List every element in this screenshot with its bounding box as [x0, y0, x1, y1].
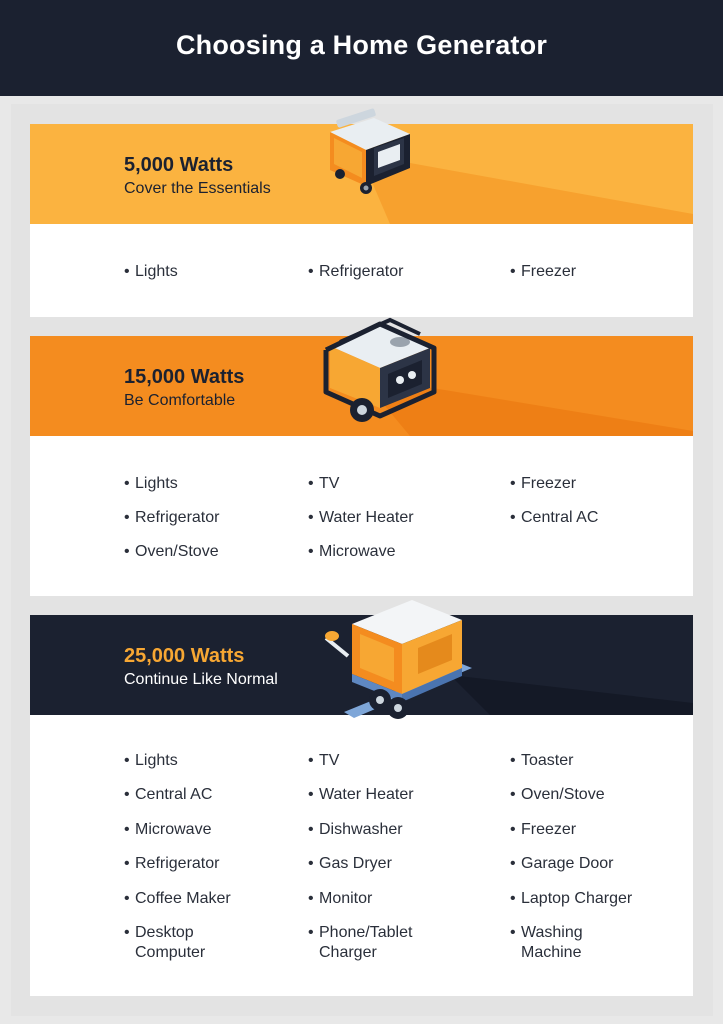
appliance-item — [308, 542, 469, 562]
portable-generator-icon — [322, 104, 417, 196]
bullet: • — [124, 475, 130, 492]
appliance-label: Refrigerator — [319, 263, 404, 280]
bullet: • — [124, 855, 130, 873]
appliance-item — [308, 751, 469, 771]
tier-subtitle: Cover the Essentials — [124, 180, 271, 197]
appliance-label: Phone/Tablet Charger — [319, 924, 413, 961]
bullet: • — [308, 924, 314, 941]
appliance-label: Lights — [135, 475, 178, 492]
appliance-item — [124, 542, 285, 562]
bullet: • — [308, 475, 314, 492]
bullet: • — [510, 786, 516, 804]
bullet: • — [510, 820, 516, 838]
bullet: • — [308, 889, 314, 907]
bullet: • — [124, 752, 130, 769]
appliance-item — [308, 262, 469, 282]
bullet: • — [308, 855, 314, 873]
appliance-item — [510, 751, 671, 771]
appliance-item — [308, 820, 469, 840]
appliance-item — [308, 508, 469, 528]
appliance-item — [124, 820, 285, 840]
tier-watts: 5,000 Watts — [124, 154, 234, 176]
bullet: • — [124, 263, 130, 280]
appliance-label: Central AC — [521, 509, 599, 526]
appliance-item — [308, 854, 469, 874]
bullet: • — [510, 509, 516, 526]
appliance-label: Oven/Stove — [521, 786, 605, 804]
appliance-label: TV — [319, 475, 340, 492]
appliance-label: Refrigerator — [135, 509, 220, 526]
bullet: • — [510, 475, 516, 492]
appliance-item — [510, 854, 671, 874]
bullet: • — [308, 509, 314, 526]
appliance-item — [124, 508, 285, 528]
appliance-item — [308, 923, 429, 963]
appliance-label: Microwave — [319, 543, 396, 560]
appliance-label: Freezer — [521, 263, 577, 280]
tier-watts: 15,000 Watts — [124, 366, 245, 388]
frame-generator-icon — [320, 312, 438, 426]
appliance-label: Refrigerator — [135, 855, 220, 873]
appliance-item — [510, 820, 671, 840]
appliance-label: Toaster — [521, 752, 574, 769]
bullet: • — [124, 889, 130, 907]
bullet: • — [124, 924, 130, 941]
appliance-label: Water Heater — [319, 509, 414, 526]
bullet: • — [124, 820, 130, 838]
bullet: • — [510, 924, 516, 941]
appliance-item — [308, 785, 469, 805]
bullet: • — [308, 263, 314, 280]
appliance-label: Lights — [135, 752, 178, 769]
bullet: • — [510, 752, 516, 769]
bullet: • — [510, 855, 516, 873]
trailer-generator-icon — [322, 594, 480, 724]
bullet: • — [124, 509, 130, 526]
tier-subtitle: Be Comfortable — [124, 392, 236, 409]
appliance-item — [510, 262, 671, 282]
appliance-item — [510, 785, 671, 805]
appliance-item — [124, 474, 285, 494]
appliance-item — [124, 854, 285, 874]
appliance-item — [124, 785, 285, 805]
appliance-label: Desktop Computer — [135, 924, 206, 961]
appliance-label: Gas Dryer — [319, 855, 392, 873]
tier-subtitle: Continue Like Normal — [124, 671, 278, 688]
bullet: • — [308, 752, 314, 769]
appliance-item — [124, 751, 285, 771]
tier-watts: 25,000 Watts — [124, 645, 245, 667]
appliance-label: Laptop Charger — [521, 889, 633, 907]
appliance-label: Water Heater — [319, 786, 414, 804]
appliance-item — [308, 474, 469, 494]
appliance-label: Lights — [135, 263, 178, 280]
page-title: Choosing a Home Generator — [175, 30, 548, 60]
appliance-item — [510, 474, 671, 494]
bullet: • — [308, 543, 314, 560]
bullet: • — [124, 786, 130, 804]
appliance-label: Central AC — [135, 786, 213, 804]
appliance-item — [510, 508, 671, 528]
appliance-item — [124, 889, 285, 909]
appliance-label: Garage Door — [521, 855, 614, 873]
appliance-label: Coffee Maker — [135, 889, 231, 907]
appliance-item — [510, 923, 631, 963]
appliance-label: Freezer — [521, 475, 577, 492]
appliance-item — [124, 923, 245, 963]
appliance-item — [510, 889, 671, 909]
appliance-label: Freezer — [521, 820, 577, 838]
appliance-label: Washing Machine — [521, 924, 583, 961]
appliance-item — [124, 262, 285, 282]
bullet: • — [510, 889, 516, 907]
appliance-label: Dishwasher — [319, 820, 403, 838]
appliance-label: Microwave — [135, 820, 212, 838]
bullet: • — [308, 786, 314, 804]
appliance-label: Monitor — [319, 889, 373, 907]
appliance-label: Oven/Stove — [135, 543, 219, 560]
appliance-label: TV — [319, 752, 340, 769]
bullet: • — [124, 543, 130, 560]
appliance-item — [308, 889, 469, 909]
bullet: • — [510, 263, 516, 280]
bullet: • — [308, 820, 314, 838]
